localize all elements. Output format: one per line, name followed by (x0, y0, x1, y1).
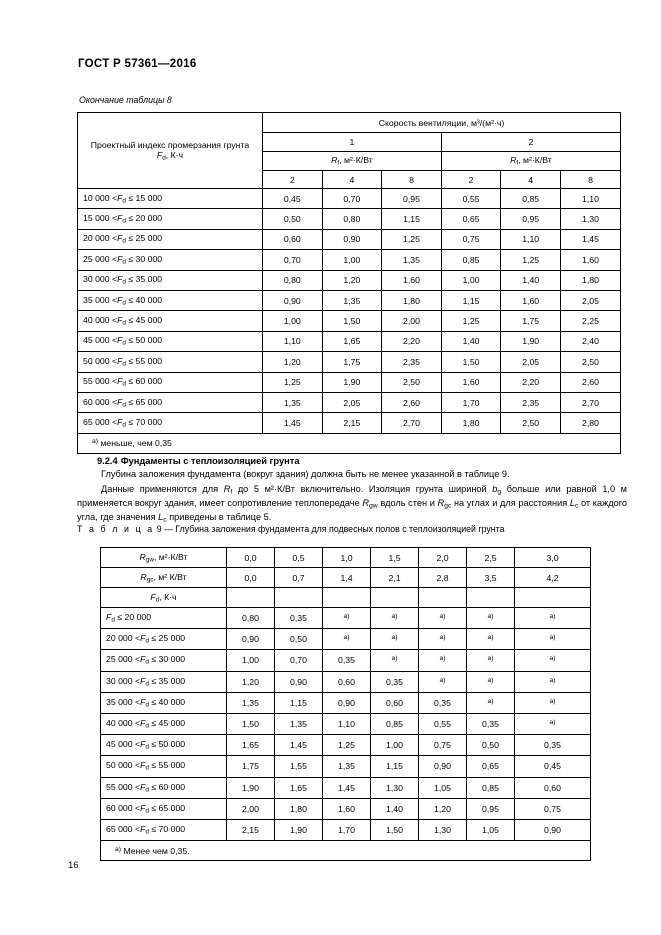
table9-cell: 0,90 (275, 671, 323, 692)
table-row (101, 608, 591, 629)
table9-rgc-value: 2,1 (371, 568, 419, 588)
table-row (78, 372, 621, 392)
table9-cell: 1,50 (227, 713, 275, 734)
table9-cell: 1,40 (371, 798, 419, 819)
table9-cell: 0,50 (275, 629, 323, 650)
table9-cell: 0,35 (467, 713, 515, 734)
table9-cell: 1,15 (371, 756, 419, 777)
table8-cell: 2,70 (382, 413, 442, 433)
table9-rgw-label (101, 548, 227, 568)
table9-body (101, 608, 591, 841)
table9-cell: a) (419, 629, 467, 650)
table9-row-range: 35 $000 <F_d \le 40$ 000 (101, 692, 227, 713)
table9-rgw-value: 2,0 (419, 548, 467, 568)
table8-cell: 1,30 (560, 209, 620, 229)
table9-fd-value (323, 588, 371, 608)
paragraph-1: Глубина заложения фундамента (вокруг здания) должна быть не менее указанной в таблице 9. (101, 469, 510, 479)
table8-cell: 1,35 (263, 392, 323, 412)
table9-footnote-group (101, 841, 591, 861)
table9-row-range: 25 $000 <F_d \le 30$ 000 (101, 650, 227, 671)
table9-cell: a) (515, 650, 591, 671)
table8-speed-group-2: 2 (441, 133, 620, 152)
table9-cell: 2,00 (227, 798, 275, 819)
table8-cell: 0,70 (263, 250, 323, 270)
table8-resistance-label-1 (263, 152, 442, 171)
table9-cell: 1,65 (275, 777, 323, 798)
table9-rgw-value: 0,0 (227, 548, 275, 568)
table9-fd-var: F (150, 591, 156, 602)
table8-cell: 0,80 (263, 270, 323, 290)
table8-cell: 0,90 (263, 290, 323, 310)
table8-cell: 0,90 (322, 229, 382, 249)
table8-cell: 1,25 (263, 372, 323, 392)
table8-cell: 1,75 (501, 311, 561, 331)
table9-caption (77, 524, 505, 534)
table9-cell: 2,15 (227, 819, 275, 840)
table9-rgw-value: 1,0 (323, 548, 371, 568)
table8-cell: 2,50 (382, 372, 442, 392)
table8-cell: 1,15 (382, 209, 442, 229)
table9-cell: 0,75 (419, 735, 467, 756)
table-row (78, 392, 621, 412)
table9-rgw-value: 3,0 (515, 548, 591, 568)
table8-footnote (78, 433, 621, 453)
table8-rowheader-var: F (156, 149, 163, 160)
table8-cell: 1,50 (441, 352, 501, 372)
table9-cell: a) (515, 629, 591, 650)
table9-cell: 0,45 (515, 756, 591, 777)
table9-cell: a) (323, 608, 371, 629)
table8-subcol-0: 2 (263, 171, 323, 189)
table-row (78, 270, 621, 290)
table-row (101, 692, 591, 713)
table9-cell: 1,90 (275, 819, 323, 840)
table9-cell: 1,20 (227, 671, 275, 692)
table8-row-range: 60 $000 <F_d \le 65$ 000 (78, 392, 263, 412)
table9-cell: 1,70 (323, 819, 371, 840)
table8-cell: 1,90 (322, 372, 382, 392)
table9-cell: a) (515, 608, 591, 629)
table8-cell: 1,45 (560, 229, 620, 249)
table8-subcol-5: 8 (560, 171, 620, 189)
section-number: 9.2.4 (97, 456, 118, 466)
table9-cell: 0,80 (227, 608, 275, 629)
table9-row-range: 40 $000 <F_d \le 45$ 000 (101, 713, 227, 734)
table8-cell: 1,60 (382, 270, 442, 290)
table8-cell: 1,40 (441, 331, 501, 351)
table8-row-range: 10 $000 <F_d \le 15$ 000 (78, 189, 263, 209)
table8-cell: 1,45 (263, 413, 323, 433)
table-8 (77, 112, 621, 454)
table8-cell: 2,50 (501, 413, 561, 433)
table8-cell: 0,95 (382, 189, 442, 209)
table8-footnote-text: меньше, чем 0,35 (100, 438, 172, 449)
table8-cell: 1,25 (501, 250, 561, 270)
table9-footnote-mark: a) (115, 845, 122, 853)
table-row (78, 311, 621, 331)
table9-rgc-units: , м² К/Вт (153, 571, 187, 582)
table9-row-range: 20 $000 <F_d \le 25$ 000 (101, 629, 227, 650)
table8-cell: 1,50 (322, 311, 382, 331)
table8-cell: 1,65 (322, 331, 382, 351)
table8-cell: 2,35 (501, 392, 561, 412)
table9-cell: 0,90 (227, 629, 275, 650)
table-row (78, 290, 621, 310)
table9-cell: 1,90 (227, 777, 275, 798)
table9-rgw-units: , м²·К/Вт (153, 551, 188, 562)
table9-cell: 0,70 (275, 650, 323, 671)
table8-res-units-1: , м²·К/Вт (339, 155, 373, 165)
table9-cell: 1,05 (419, 777, 467, 798)
table8-cell: 0,70 (322, 189, 382, 209)
table9-cell: 1,35 (275, 713, 323, 734)
table8-cell: 1,90 (501, 331, 561, 351)
table9-rgc-value: 3,5 (467, 568, 515, 588)
table8-cell: 0,75 (441, 229, 501, 249)
table9-cell: 1,10 (323, 713, 371, 734)
table9-header-group (101, 548, 591, 608)
table8-cell: 2,80 (560, 413, 620, 433)
table8-rowheader-units: , К·ч (165, 149, 184, 160)
table9-cell: 0,35 (515, 735, 591, 756)
table9-cell: 1,60 (323, 798, 371, 819)
table-row (101, 629, 591, 650)
table9-fd-value (227, 588, 275, 608)
table9-row-range: $F_d \le 20$ 000 (101, 608, 227, 629)
table8-cell: 1,00 (441, 270, 501, 290)
table9-row-range: 50 $000 <F_d \le 55$ 000 (101, 756, 227, 777)
table9-cell: 0,55 (419, 713, 467, 734)
table9-cell: 1,75 (227, 756, 275, 777)
table8-res-sub-1: f (337, 159, 340, 167)
table8-rowheader-sub: d (162, 154, 166, 162)
table9-cell: 1,00 (227, 650, 275, 671)
table-row (101, 798, 591, 819)
table9-cell: a) (371, 608, 419, 629)
table-row (78, 331, 621, 351)
table9-cell: 1,45 (323, 777, 371, 798)
table9-cell: 0,60 (371, 692, 419, 713)
table9-cell: a) (419, 608, 467, 629)
table9-cell: 1,30 (371, 777, 419, 798)
table9-cell: 1,35 (227, 692, 275, 713)
table8-cell: 2,35 (382, 352, 442, 372)
table9-cell: 0,90 (323, 692, 371, 713)
table9-rgc-value: 0,0 (227, 568, 275, 588)
table-row (101, 671, 591, 692)
table9-cell: a) (419, 650, 467, 671)
table8-cell: 0,85 (501, 189, 561, 209)
table9-footnote (101, 841, 591, 861)
table8-cell: 0,50 (263, 209, 323, 229)
table9-cell: 1,00 (371, 735, 419, 756)
table8-cell: 1,75 (322, 352, 382, 372)
table8-cell: 2,00 (382, 311, 442, 331)
table9-cell: 0,90 (419, 756, 467, 777)
table-row (78, 229, 621, 249)
table8-row-range: 50 $000 <F_d \le 55$ 000 (78, 352, 263, 372)
table9-rgw-value: 1,5 (371, 548, 419, 568)
table9-caption-number: 9 (156, 524, 162, 534)
table9-fd-sub: d (155, 596, 160, 604)
table-row (78, 250, 621, 270)
table8-group-header: Скорость вентиляции, м³/(м²·ч) (263, 113, 621, 133)
table9-row-range: 55 $000 <F_d \le 60$ 000 (101, 777, 227, 798)
table9-cell: a) (515, 671, 591, 692)
table-9 (100, 547, 591, 861)
table9-cell: a) (323, 629, 371, 650)
table9-rgw-var: R (139, 551, 146, 562)
table8-res-units-2: , м²·К/Вт (518, 155, 552, 165)
table8-res-var-2: R (510, 155, 517, 165)
table8-footnote-row (78, 433, 621, 453)
table-row (78, 209, 621, 229)
table9-cell: 0,65 (467, 756, 515, 777)
table8-cell: 1,10 (560, 189, 620, 209)
table9-cell: 1,35 (323, 756, 371, 777)
table8-cell: 2,05 (560, 290, 620, 310)
table8-cell: 2,15 (322, 413, 382, 433)
table8-body (78, 189, 621, 434)
table8-cell: 1,00 (322, 250, 382, 270)
table-row (78, 189, 621, 209)
table9-row-range: 45 $000 <F_d \le 50$ 000 (101, 735, 227, 756)
table9-cell: 1,30 (419, 819, 467, 840)
table8-row-range: 30 $000 <F_d \le 35$ 000 (78, 270, 263, 290)
table9-cell: 0,35 (323, 650, 371, 671)
table9-fd-value (467, 588, 515, 608)
table-row (101, 777, 591, 798)
table8-row-range: 25 $000 <F_d \le 30$ 000 (78, 250, 263, 270)
table8-cell: 1,80 (560, 270, 620, 290)
table9-header-row-rgw (101, 548, 591, 568)
table9-cell: 0,35 (419, 692, 467, 713)
table9-fd-units: , К·ч (159, 591, 177, 602)
table8-cell: 2,50 (560, 352, 620, 372)
table8-cell: 0,80 (322, 209, 382, 229)
table9-cell: 0,85 (371, 713, 419, 734)
table8-cell: 1,60 (441, 372, 501, 392)
table9-cell: a) (371, 629, 419, 650)
table9-rgc-value: 0,7 (275, 568, 323, 588)
table8-cell: 1,15 (441, 290, 501, 310)
table8-cell: 0,55 (441, 189, 501, 209)
table9-cell: 0,50 (467, 735, 515, 756)
table9-rgw-sub: gw (145, 556, 154, 564)
table8-cell: 1,10 (263, 331, 323, 351)
table8-rowheader-title (78, 113, 263, 189)
table9-row-range: 30 $000 <F_d \le 35$ 000 (101, 671, 227, 692)
table9-cell: a) (467, 671, 515, 692)
table8-cell: 1,35 (322, 290, 382, 310)
table9-caption-text: — Глубина заложения фундамента для подвесных полов с теплоизоляцией грунта (164, 524, 505, 534)
table8-cell: 2,60 (382, 392, 442, 412)
table9-cell: 1,65 (227, 735, 275, 756)
table8-cell: 2,60 (560, 372, 620, 392)
table8-cell: 1,35 (382, 250, 442, 270)
table9-rgw-value: 2,5 (467, 548, 515, 568)
table9-fd-value (515, 588, 591, 608)
table9-caption-word: Т а б л и ц а (77, 524, 155, 534)
table9-cell: 1,25 (323, 735, 371, 756)
table8-cell: 1,80 (441, 413, 501, 433)
table9-rgc-sub: gc (146, 576, 154, 584)
table8-cell: 1,25 (382, 229, 442, 249)
table8-cell: 2,20 (501, 372, 561, 392)
document-standard-id: ГОСТ Р 57361—2016 (78, 58, 197, 70)
table8-cell: 1,80 (382, 290, 442, 310)
table8-cell: 1,60 (560, 250, 620, 270)
table9-footnote-text: Менее чем 0,35. (123, 845, 190, 856)
table9-cell: 0,85 (467, 777, 515, 798)
table9-cell: a) (419, 671, 467, 692)
table8-cell: 2,05 (501, 352, 561, 372)
table8-subcol-2: 8 (382, 171, 442, 189)
paragraph-2: Данные применяются для $R_f$ до 5 м²·К/Вт включительно. Изоляция грунта шириной $b_g$ больше или равной 1,0 м применяется вокруг здания, имеет сопротивление теплопередаче $R_{gw}$ вдоль стен и $R_{gc}$ на углах и для расстояния $L_c$ от каждого угла, где значения $L_c$ приведены в таблице 5. (77, 484, 627, 524)
page-number: 16 (68, 860, 79, 871)
table9-rgc-var: R (140, 571, 147, 582)
table8-row-range: 55 $000 <F_d \le 60$ 000 (78, 372, 263, 392)
table-row (101, 713, 591, 734)
table8-res-sub-2: f (516, 159, 519, 167)
table9-cell: 1,15 (275, 692, 323, 713)
table8-cell: 0,60 (263, 229, 323, 249)
table8-rowheader-line1: Проектный индекс промерзания грунта (90, 139, 250, 150)
table9-fd-value (371, 588, 419, 608)
table8-row-range: 45 $000 <F_d \le 50$ 000 (78, 331, 263, 351)
section-heading (97, 456, 300, 466)
table8-cell: 1,70 (441, 392, 501, 412)
table9-cell: a) (467, 692, 515, 713)
table8-header-row-1 (78, 113, 621, 133)
table9-fd-value (275, 588, 323, 608)
section-title: Фундаменты с теплоизоляцией грунта (120, 456, 300, 466)
table9-cell: 0,35 (371, 671, 419, 692)
table9-cell: 0,35 (275, 608, 323, 629)
table8-cell: 0,65 (441, 209, 501, 229)
table8-cell: 0,85 (441, 250, 501, 270)
table-row (78, 352, 621, 372)
table-row (101, 735, 591, 756)
table9-cell: 1,55 (275, 756, 323, 777)
table8-cell: 0,95 (501, 209, 561, 229)
table9-cell: 1,05 (467, 819, 515, 840)
table8-cell: 1,20 (322, 270, 382, 290)
table-row (101, 756, 591, 777)
table9-rgc-label (101, 568, 227, 588)
table9-rgc-value: 1,4 (323, 568, 371, 588)
table9-cell: 0,90 (515, 819, 591, 840)
table-row (101, 650, 591, 671)
table9-footnote-row (101, 841, 591, 861)
table8-footnote-group (78, 433, 621, 453)
table9-cell: 0,75 (515, 798, 591, 819)
table9-rgc-value: 4,2 (515, 568, 591, 588)
table8-cell: 2,70 (560, 392, 620, 412)
table9-row-range: 65 $000 <F_d \le 70$ 000 (101, 819, 227, 840)
table8-cell: 1,60 (501, 290, 561, 310)
table9-cell: a) (467, 629, 515, 650)
table9-fd-value (419, 588, 467, 608)
table8-cell: 0,45 (263, 189, 323, 209)
table8-subcol-1: 4 (322, 171, 382, 189)
table8-row-range: 20 $000 <F_d \le 25$ 000 (78, 229, 263, 249)
table8-row-range: 40 $000 <F_d \le 45$ 000 (78, 311, 263, 331)
table9-cell: 1,50 (371, 819, 419, 840)
table8-cell: 1,00 (263, 311, 323, 331)
table8-cell: 2,25 (560, 311, 620, 331)
table8-cell: 1,10 (501, 229, 561, 249)
table8-header-group (78, 113, 621, 189)
table9-cell: 0,95 (467, 798, 515, 819)
table9-cell: a) (467, 608, 515, 629)
table9-cell: 1,20 (419, 798, 467, 819)
table-row (101, 819, 591, 840)
table9-rgc-value: 2,8 (419, 568, 467, 588)
table9-cell: 0,60 (323, 671, 371, 692)
table9-row-range: 60 $000 <F_d \le 65$ 000 (101, 798, 227, 819)
table8-cell: 2,40 (560, 331, 620, 351)
table8-speed-group-1: 1 (263, 133, 442, 152)
table8-res-var-1: R (331, 155, 338, 165)
table9-cell: a) (467, 650, 515, 671)
table8-caption: Окончание таблицы 8 (79, 95, 172, 105)
table8-cell: 2,20 (382, 331, 442, 351)
table9-cell: 0,60 (515, 777, 591, 798)
table9-cell: a) (371, 650, 419, 671)
table-row (78, 413, 621, 433)
table8-cell: 1,25 (441, 311, 501, 331)
table9-fd-label (101, 588, 227, 608)
table9-header-row-rgc (101, 568, 591, 588)
table8-subcol-3: 2 (441, 171, 501, 189)
table8-cell: 2,05 (322, 392, 382, 412)
table8-resistance-label-2 (441, 152, 620, 171)
table9-cell: 1,80 (275, 798, 323, 819)
table9-cell: a) (515, 692, 591, 713)
table8-footnote-mark: a) (92, 438, 99, 446)
table9-cell: a) (515, 713, 591, 734)
table8-row-range: 35 $000 <F_d \le 40$ 000 (78, 290, 263, 310)
table8-cell: 1,40 (501, 270, 561, 290)
table8-row-range: 15 $000 <F_d \le 20$ 000 (78, 209, 263, 229)
table8-row-range: 65 $000 <F_d \le 70$ 000 (78, 413, 263, 433)
table8-cell: 1,20 (263, 352, 323, 372)
table8-subcol-4: 4 (501, 171, 561, 189)
table9-header-row-fd (101, 588, 591, 608)
table9-rgw-value: 0,5 (275, 548, 323, 568)
table9-cell: 1,45 (275, 735, 323, 756)
